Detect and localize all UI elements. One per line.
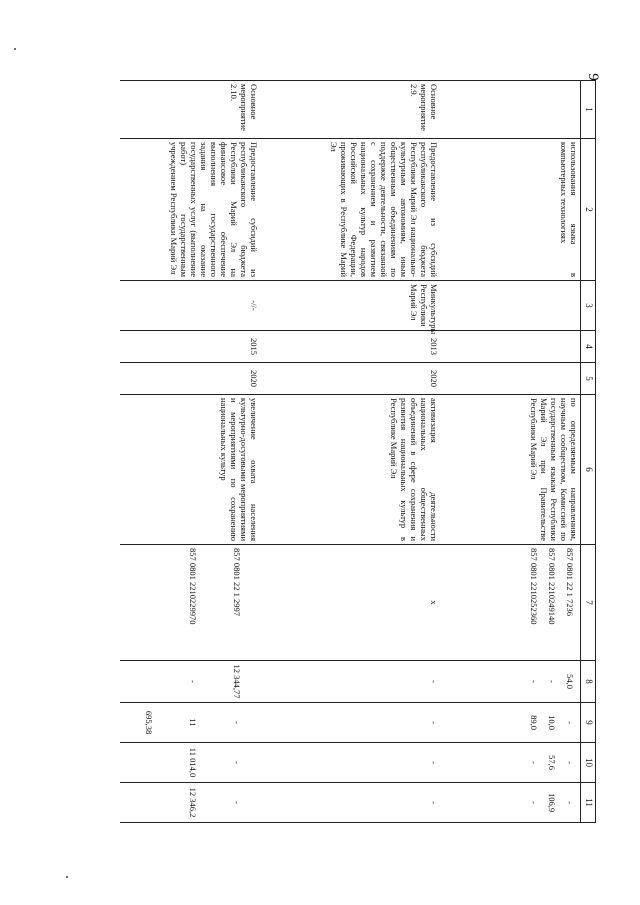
- row-executor: [441, 281, 581, 331]
- row-start-year: 2015: [121, 331, 261, 363]
- table-row: [441, 81, 581, 823]
- row-value-col9: - 10,0 89,0: [441, 703, 581, 743]
- row-value-col10: - 11 014,0: [121, 743, 261, 783]
- col-header-9: 9: [581, 703, 596, 743]
- row-value-col8: 54,0 - -: [441, 661, 581, 703]
- row-value-col8: 12 344,77 -: [121, 661, 261, 703]
- row-executor: -//-: [121, 281, 261, 331]
- row-end-year: [441, 363, 581, 395]
- scan-speck: [14, 48, 16, 50]
- row-budget-code: 857 0801 22 1 2997 857 0801 2210229970: [121, 545, 261, 661]
- row-start-year: 2013: [261, 331, 441, 363]
- col-header-5: 5: [581, 363, 596, 395]
- program-measures-table: [121, 80, 597, 823]
- row-measure-name: Основное мероприятие 2.10.: [121, 81, 261, 139]
- col-header-11: 11: [581, 783, 596, 823]
- row-description: Предоставление субсидий из республиканского бюджета Республики Марий Эл на финансовое обеспечение выполнения государственного задания на оказание государственных услуг (выполнение работ) государственным учреждением Республики Марий Эл: [121, 139, 261, 281]
- row-expected-result: активизация деятельности национальных общественных объединений в сфере сохранения и развития национальных культур в Республике Марий Эл: [261, 395, 441, 545]
- row-budget-code: 857 0801 22 1 7236 857 0801 2210249140 857 0801 2210252360: [441, 545, 581, 661]
- scan-speck: [66, 876, 68, 878]
- row-value-col9: - 11 695,38: [121, 703, 261, 743]
- row-end-year: 2020: [261, 363, 441, 395]
- row-expected-result: по определяемым направлениям, научным сообществом, Комиссией по государственным языкам Республики Марий Эл при Правительстве Республики Марий Эл: [441, 395, 581, 545]
- col-header-7: 7: [581, 545, 596, 661]
- col-header-1: 1: [581, 81, 596, 139]
- row-start-year: [441, 331, 581, 363]
- row-description: использования языка в компьютерных технологиях: [441, 139, 581, 281]
- col-header-4: 4: [581, 331, 596, 363]
- rotated-table-region: [120, 80, 596, 822]
- col-header-6: 6: [581, 395, 596, 545]
- row-description: Предоставление из субсидий республиканского бюджета Республики Марий Эл национально-культурным автономиям, иным общественным объединениям по поддержке деятельности, связанной с сохранением и развитием национальных культур народов Российской Федерации, проживающих в Республике Марий Эл: [261, 139, 441, 281]
- row-value-col10: - 57,6 -: [441, 743, 581, 783]
- row-value-col10: -: [261, 743, 441, 783]
- row-value-col11: -: [261, 783, 441, 823]
- row-value-col11: - 106,9 -: [441, 783, 581, 823]
- row-budget-code: х: [261, 545, 441, 661]
- row-value-col11: - 12 346,2: [121, 783, 261, 823]
- page-number: 9: [585, 73, 601, 81]
- table-row: [121, 81, 261, 823]
- row-expected-result: увеличение охвата населения культурно-досуговыми мероприятиями и мероприятиями по сохранению национальных культур: [121, 395, 261, 545]
- row-executor: Минкультуры Республики Марий Эл: [261, 281, 441, 331]
- row-measure-name: Основное мероприятие 2.9.: [261, 81, 441, 139]
- col-header-10: 10: [581, 743, 596, 783]
- row-end-year: 2020: [121, 363, 261, 395]
- col-header-3: 3: [581, 281, 596, 331]
- header-row: [581, 81, 596, 823]
- row-value-col8: -: [261, 661, 441, 703]
- row-value-col9: -: [261, 703, 441, 743]
- col-header-2: 2: [581, 139, 596, 281]
- col-header-8: 8: [581, 661, 596, 703]
- row-measure-name: [441, 81, 581, 139]
- table-row: [261, 81, 441, 823]
